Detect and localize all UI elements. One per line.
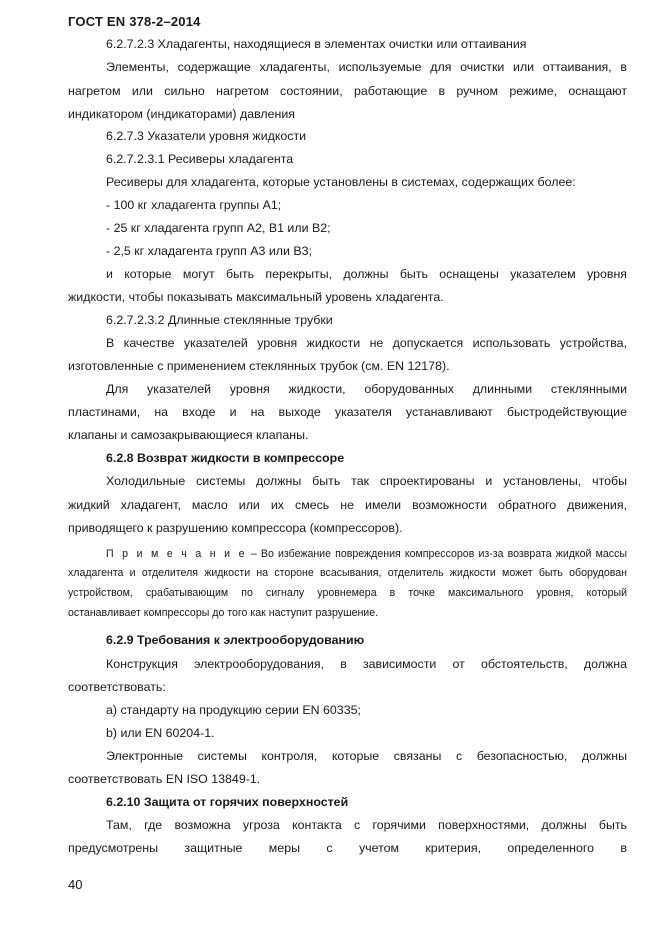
paragraph-line: предусмотрены защитные меры с учетом критерия, определенного в bbox=[68, 841, 627, 855]
clause-6-2-7-2-3-1-heading: 6.2.7.2.3.1 Ресиверы хладагента bbox=[106, 152, 294, 166]
paragraph-line: и которые могут быть перекрыты, должны быть оснащены указателем уровня bbox=[106, 267, 627, 281]
note-first-line bbox=[106, 547, 627, 561]
clause-6-2-8-heading: 6.2.8 Возврат жидкости в компрессоре bbox=[106, 451, 345, 465]
paragraph-line: В качестве указателей уровня жидкости не допускается использовать устройства, bbox=[106, 336, 627, 350]
note-line: останавливает компрессоры до того как наступит разрушение. bbox=[68, 607, 379, 619]
note-line: хладагента и отделителя жидкости на стороне всасывания, отделитель жидкости может быть оборудован bbox=[68, 567, 627, 579]
paragraph-line: изготовленные с применением стеклянных трубок (см. EN 12178). bbox=[68, 359, 450, 373]
list-item: - 100 кг хладагента группы А1; bbox=[106, 198, 282, 212]
paragraph-line: приводящего к разрушению компрессора (компрессоров). bbox=[68, 521, 403, 535]
list-item: a) стандарту на продукцию серии EN 60335; bbox=[106, 703, 361, 717]
standard-header: ГОСТ EN 378-2–2014 bbox=[68, 14, 201, 29]
page-number: 40 bbox=[68, 877, 83, 892]
clause-6-2-7-3-heading: 6.2.7.3 Указатели уровня жидкости bbox=[106, 129, 307, 143]
paragraph-line: клапаны и самозакрывающиеся клапаны. bbox=[68, 428, 309, 442]
paragraph-line: жидкости, чтобы показывать максимальный уровень хладагента. bbox=[68, 290, 444, 304]
paragraph-line: Там, где возможна угроза контакта с горячими поверхностями, должны быть bbox=[106, 818, 627, 832]
list-item: b) или EN 60204-1. bbox=[106, 726, 215, 740]
paragraph-line: Холодильные системы должны быть так спроектированы и установлены, чтобы bbox=[106, 474, 627, 488]
paragraph-line: Электронные системы контроля, которые связаны с безопасностью, должны bbox=[106, 749, 627, 763]
paragraph-line: Конструкция электрооборудования, в зависимости от обстоятельств, должна bbox=[106, 657, 627, 671]
note-label: П р и м е ч а н и е bbox=[106, 548, 247, 560]
note-line: устройством, срабатывающим по сигналу уровнемера в точке максимального уровня, который bbox=[68, 587, 627, 599]
list-item: - 2,5 кг хладагента групп А3 или В3; bbox=[106, 244, 312, 258]
clause-6-2-7-2-3-2-heading: 6.2.7.2.3.2 Длинные стеклянные трубки bbox=[106, 313, 333, 327]
clause-6-2-10-heading: 6.2.10 Защита от горячих поверхностей bbox=[106, 795, 349, 809]
clause-6-2-9-heading: 6.2.9 Требования к электрооборудованию bbox=[106, 633, 365, 647]
list-item: - 25 кг хладагента групп А2, В1 или В2; bbox=[106, 221, 331, 235]
paragraph-line: Элементы, содержащие хладагенты, используемые для очистки или оттаивания, в bbox=[106, 60, 627, 74]
paragraph-line: соответствовать: bbox=[68, 680, 166, 694]
clause-6-2-7-2-3-heading: 6.2.7.2.3 Хладагенты, находящиеся в элементах очистки или оттаивания bbox=[106, 37, 527, 51]
paragraph-line: Ресиверы для хладагента, которые установлены в системах, содержащих более: bbox=[106, 175, 576, 189]
paragraph-line: индикатором (индикаторами) давления bbox=[68, 107, 295, 121]
paragraph-line: нагретом или сильно нагретом состоянии, работающие в ручном режиме, оснащают bbox=[68, 84, 627, 98]
note-text: – Во избежание повреждения компрессоров из-за возврата жидкой массы bbox=[246, 548, 627, 560]
paragraph-line: жидкий хладагент, масло или их смесь не имели возможности обратного движения, bbox=[68, 498, 627, 512]
paragraph-line: Для указателей уровня жидкости, оборудованных длинными стеклянными bbox=[106, 382, 627, 396]
paragraph-line: соответствовать EN ISO 13849-1. bbox=[68, 772, 261, 786]
paragraph-line: пластинами, на входе и на выходе указателя устанавливают быстродействующие bbox=[68, 405, 627, 419]
